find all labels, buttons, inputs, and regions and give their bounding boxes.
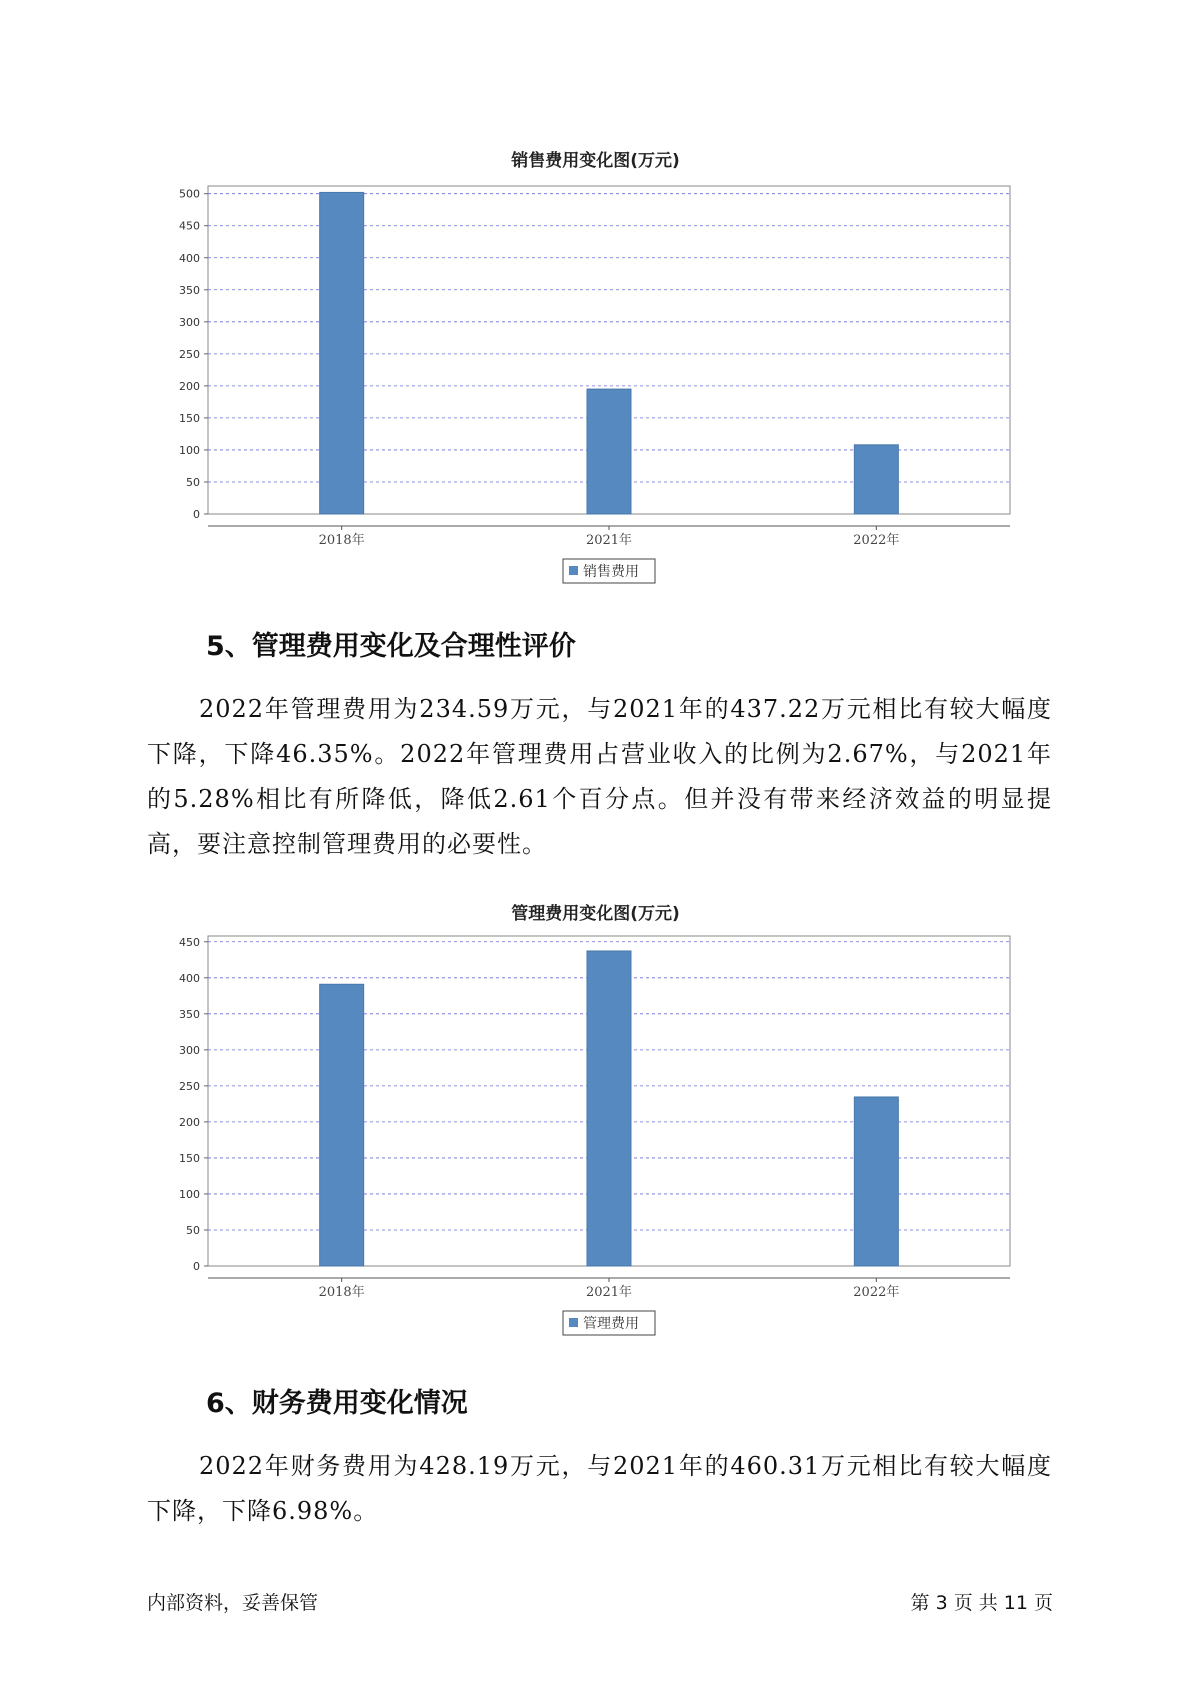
y-tick-label: 200 xyxy=(179,1115,200,1129)
section-heading: 6、财务费用变化情况 xyxy=(206,1388,468,1419)
section-heading: 5、管理费用变化及合理性评价 xyxy=(206,631,576,662)
y-tick-label: 150 xyxy=(179,411,200,425)
x-tick-label: 2021年 xyxy=(585,533,633,548)
x-tick-label: 2018年 xyxy=(318,1285,365,1300)
y-tick-label: 250 xyxy=(179,1079,200,1093)
footer-confidential: 内部资料，妥善保管 xyxy=(147,1592,319,1614)
y-tick-label: 100 xyxy=(179,1187,200,1201)
y-tick-label: 150 xyxy=(179,1151,200,1165)
footer-page-number: 第 3 页 共 11 页 xyxy=(910,1592,1053,1614)
y-tick-label: 50 xyxy=(186,475,200,489)
x-tick-label: 2022年 xyxy=(853,533,900,548)
y-tick-label: 50 xyxy=(186,1223,200,1237)
y-tick-label: 300 xyxy=(179,315,200,329)
y-tick-label: 300 xyxy=(179,1043,200,1057)
y-tick-label: 0 xyxy=(193,508,200,521)
bar xyxy=(587,951,631,1266)
bar xyxy=(320,984,364,1266)
y-tick-label: 350 xyxy=(179,1007,200,1021)
chart-title: 销售费用变化图(万元) xyxy=(511,151,680,171)
y-tick-label: 0 xyxy=(193,1260,200,1273)
legend-label: 销售费用 xyxy=(583,564,639,580)
section-paragraph: 2022年财务费用为428.19万元，与2021年的460.31万元相比有较大幅度下降，下降6.98%。 xyxy=(147,1452,1052,1525)
y-tick-label: 450 xyxy=(179,219,200,233)
legend-label: 管理费用 xyxy=(583,1316,639,1332)
section-paragraph: 2022年管理费用为234.59万元，与2021年的437.22万元相比有较大幅度下降，下降46.35%。2022年管理费用占营业收入的比例为2.67%，与2021年的5.28%相比有所降低，降低2.61个百分点。但并没有带来经济效益的明显提高，要注意控制管理费用的必要性。 xyxy=(147,695,1052,858)
y-tick-label: 450 xyxy=(179,935,200,949)
x-tick-label: 2021年 xyxy=(585,1285,633,1300)
bar xyxy=(854,1097,898,1266)
legend-swatch xyxy=(569,1318,578,1327)
y-tick-label: 350 xyxy=(179,283,200,297)
y-tick-label: 400 xyxy=(179,251,200,265)
y-tick-label: 250 xyxy=(179,347,200,361)
legend xyxy=(563,1311,655,1335)
x-tick-label: 2022年 xyxy=(853,1285,900,1300)
y-tick-label: 200 xyxy=(179,379,200,393)
y-tick-label: 500 xyxy=(179,187,200,201)
y-tick-label: 100 xyxy=(179,443,200,457)
y-tick-label: 400 xyxy=(179,971,200,985)
chart-title: 管理费用变化图(万元) xyxy=(511,904,680,924)
x-tick-label: 2018年 xyxy=(318,533,365,548)
